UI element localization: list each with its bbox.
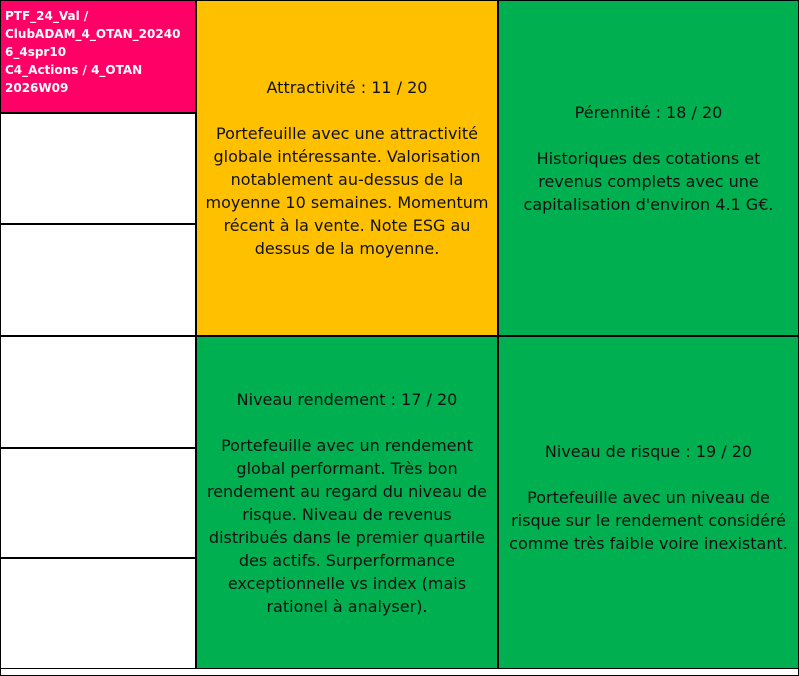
- risque-text: Portefeuille avec un niveau de risque sur le rendement considéré comme très faible voire inexistant.: [509, 488, 788, 553]
- rendement-text: Portefeuille avec un rendement global performant. Très bon rendement au regard du niveau de risque. Niveau de revenus distribués dans le premier quartile des actifs. Surperformance exceptionnelle vs index (mais rationel à analyser).: [206, 435, 488, 616]
- empty-cell-1: [0, 113, 196, 224]
- empty-cell-3: [0, 336, 196, 448]
- portfolio-title-line-5: 2026W09: [5, 81, 69, 95]
- perennite-panel: [498, 0, 799, 336]
- rendement-title: Niveau rendement : 17 / 20: [236, 389, 458, 409]
- perennite-text: Historiques des cotations et revenus complets avec une capitalisation d'environ 4.1 G€.: [523, 148, 774, 214]
- rendement-panel: [196, 336, 498, 669]
- perennite-title: Pérennité : 18 / 20: [574, 102, 723, 122]
- portfolio-title-line-3: 6_4spr10: [5, 45, 67, 59]
- attractivite-title: Attractivité : 11 / 20: [266, 78, 428, 97]
- risque-title: Niveau de risque : 19 / 20: [544, 442, 753, 461]
- attractivite-text: Portefeuille avec une attractivité globale intéressante. Valorisation notablement au-dessus de la moyenne 10 semaines. Momentum récent à la vente. Note ESG au dessus de la moyenne.: [205, 124, 489, 258]
- empty-cell-5: [0, 558, 196, 669]
- empty-cell-4: [0, 448, 196, 558]
- portfolio-title-line-1: PTF_24_Val /: [5, 9, 89, 23]
- portfolio-title-line-4: C4_Actions / 4_OTAN: [5, 63, 143, 77]
- portfolio-title-cell: [0, 0, 196, 113]
- empty-cell-2: [0, 224, 196, 336]
- risque-panel: [498, 336, 799, 669]
- attractivite-panel: [196, 0, 498, 336]
- portfolio-title-line-2: ClubADAM_4_OTAN_20240: [5, 27, 181, 41]
